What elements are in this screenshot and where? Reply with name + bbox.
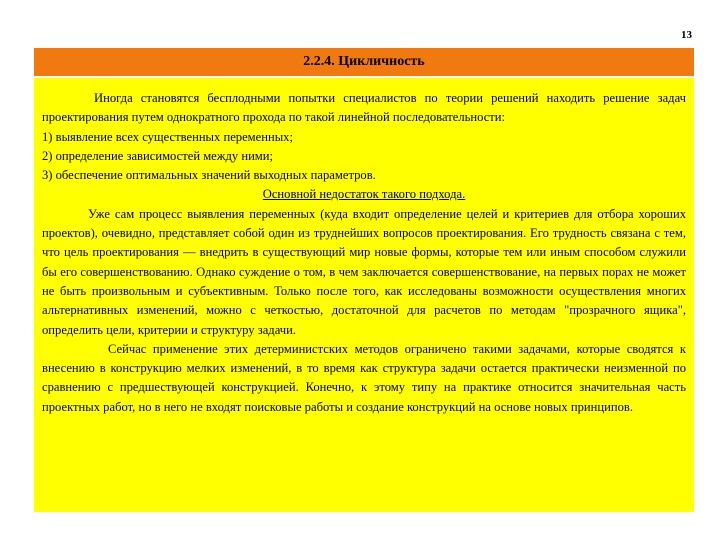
body-paragraph-1: Уже сам процесс выявления переменных (куда входит определение целей и критериев для отбора хороших проектов), очевидно, представляет собой один из труднейших вопросов проектирования. Его трудность связана с тем, что цель проектирования — внедрить в существующий мир новые формы, которые тем или иным способом служили бы его совершенствованию. Однако суждение о том, в чем заключается совершенствование, на первых порах не может не быть произвольным и субъективным. Только после того, как исследованы возможности осуществления многих альтернативных изменений, можно с четкостью, достаточной для расчетов по методам "прозрачного ящика", определить цели, критерии и структуру задачи. — [42, 206, 686, 337]
main-drawback-heading: Основной недостаток такого подхода. — [262, 187, 466, 202]
page-number: 13 — [681, 29, 692, 41]
list-item: 1) выявление всех существенных переменных; — [42, 129, 293, 144]
section-title: 2.2.4. Цикличность — [303, 54, 425, 69]
content-box — [34, 78, 694, 512]
list-item: 3) обеспечение оптимальных значений выходных параметров. — [42, 168, 376, 183]
section-title-bar — [34, 48, 694, 76]
intro-paragraph: Иногда становятся бесплодными попытки специалистов по теории решений находить решение задач проектирования путем однократного прохода по такой линейной последовательности: — [42, 91, 686, 125]
body-paragraph-2: Сейчас применение этих детерминистских методов ограничено такими задачами, которые сводятся к внесению в конструкцию мелких изменений, в то время как структура задачи остается практически неизменной по сравнению с предшествующей конструкцией. Конечно, к этому типу на практике относится значительная часть проектных работ, но в него не входят поисковые работы и создание конструкций на основе новых принципов. — [42, 341, 686, 414]
list-item: 2) определение зависимостей между ними; — [42, 148, 274, 163]
